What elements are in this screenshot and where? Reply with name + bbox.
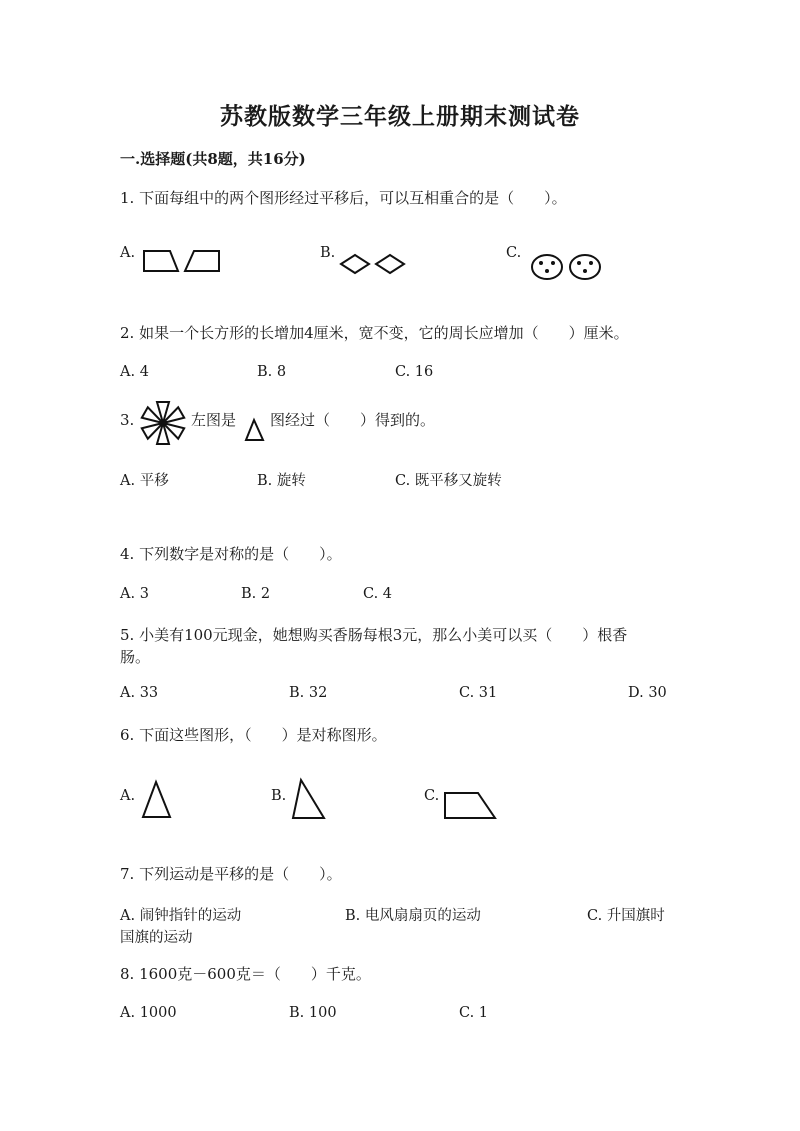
q6-option-b-label[interactable]: B. xyxy=(271,788,287,804)
q5-option-a[interactable]: A. 33 xyxy=(120,685,159,701)
q8-option-a[interactable]: A. 1000 xyxy=(120,1005,177,1021)
q3-option-a[interactable]: A. 平移 xyxy=(120,473,169,489)
page-title: 苏教版数学三年级上册期末测试卷 xyxy=(220,103,580,130)
q6-option-b-scalene-triangle xyxy=(291,778,327,822)
q4-option-c[interactable]: C. 4 xyxy=(363,586,393,602)
question-4-text: 4. 下列数字是对称的是（ ）。 xyxy=(120,545,342,563)
q1-option-a-label[interactable]: A. xyxy=(120,245,136,261)
q1-option-b-label[interactable]: B. xyxy=(320,245,336,261)
question-5-text-line2: 肠。 xyxy=(120,648,151,666)
q1-option-c-label[interactable]: C. xyxy=(506,245,522,261)
q3-pinwheel-figure xyxy=(141,400,185,446)
q8-option-c[interactable]: C. 1 xyxy=(459,1005,489,1021)
q1-a-trapezoid-left xyxy=(144,251,178,271)
q3-small-triangle-figure xyxy=(244,419,266,443)
question-3-text-left: 左图是 xyxy=(191,411,237,429)
question-8-text: 8. 1600克－600克＝（ ）千克。 xyxy=(120,965,371,983)
q5-option-d[interactable]: D. 30 xyxy=(628,685,667,701)
q1-option-b-diamonds-figure xyxy=(340,254,406,274)
q4-option-b[interactable]: B. 2 xyxy=(241,586,271,602)
question-6-text: 6. 下面这些图形，（ ）是对称图形。 xyxy=(120,726,387,744)
q1-option-a-trapezoids-figure xyxy=(142,250,222,274)
question-7-text: 7. 下列运动是平移的是（ ）。 xyxy=(120,865,342,883)
q1-c-circle-right xyxy=(570,255,600,279)
q7-option-c[interactable]: C. 升国旗时 xyxy=(587,908,665,924)
q1-b-diamond-left xyxy=(341,255,369,273)
q1-c-circle-left xyxy=(532,255,562,279)
q6-option-c-trapezoid xyxy=(443,791,499,821)
q7-option-a[interactable]: A. 闹钟指针的运动 xyxy=(120,908,242,924)
q3-option-c[interactable]: C. 既平移又旋转 xyxy=(395,473,502,489)
q7-option-c-continued: 国旗的运动 xyxy=(120,930,193,946)
question-3-number: 3. xyxy=(120,411,135,429)
q1-option-c-circles-figure xyxy=(531,254,603,282)
q2-option-b[interactable]: B. 8 xyxy=(257,364,287,380)
q5-option-c[interactable]: C. 31 xyxy=(459,685,498,701)
question-1-text: 1. 下面每组中的两个图形经过平移后，可以互相重合的是（ ）。 xyxy=(120,189,567,207)
q1-b-diamond-right xyxy=(376,255,404,273)
q5-option-b[interactable]: B. 32 xyxy=(289,685,328,701)
q2-option-a[interactable]: A. 4 xyxy=(120,364,149,380)
q1-a-trapezoid-right xyxy=(185,251,219,271)
section-heading: 一.选择题(共8题，共16分) xyxy=(120,150,306,168)
question-5-text-line1: 5. 小美有100元现金，她想购买香肠每根3元，那么小美可以买（ ）根香 xyxy=(120,626,628,644)
question-2-text: 2. 如果一个长方形的长增加4厘米，宽不变，它的周长应增加（ ）厘米。 xyxy=(120,324,629,342)
q3-option-b[interactable]: B. 旋转 xyxy=(257,473,306,489)
q4-option-a[interactable]: A. 3 xyxy=(120,586,149,602)
q6-option-a-label[interactable]: A. xyxy=(120,788,136,804)
question-3-text-right: 图经过（ ）得到的。 xyxy=(270,411,436,429)
q6-option-a-isosceles-triangle xyxy=(141,780,173,820)
q8-option-b[interactable]: B. 100 xyxy=(289,1005,337,1021)
q6-option-c-label[interactable]: C. xyxy=(424,788,440,804)
q7-option-b[interactable]: B. 电风扇扇页的运动 xyxy=(345,908,481,924)
q2-option-c[interactable]: C. 16 xyxy=(395,364,434,380)
